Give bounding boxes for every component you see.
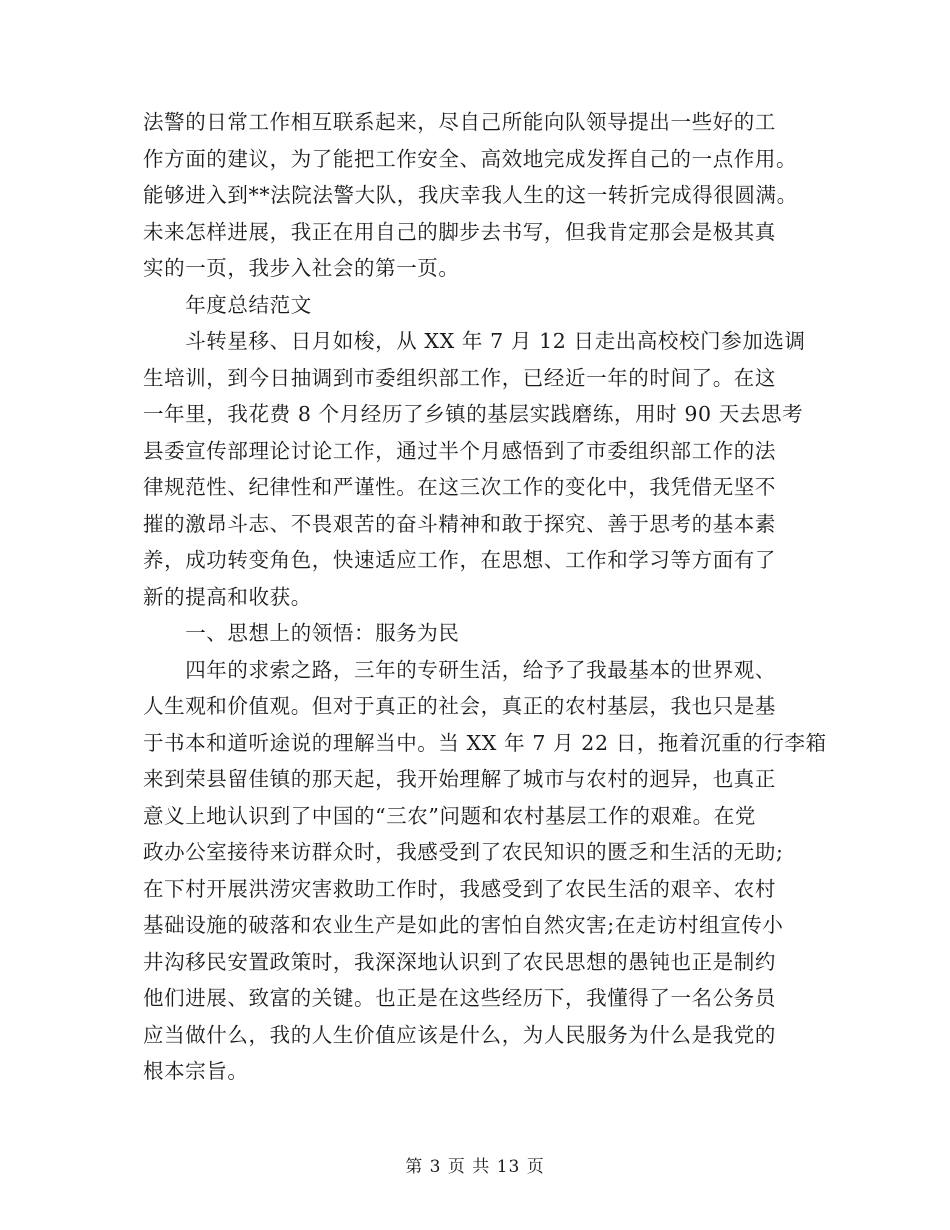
text-line: 基础设施的破落和农业生产是如此的害怕自然灾害;在走访村组宣传小	[143, 913, 784, 937]
page-footer: 第 3 页 共 13 页	[405, 1157, 545, 1177]
text-line: 来到荣县留佳镇的那天起，我开始理解了城市与农村的迥异，也真正	[143, 767, 776, 791]
text-line: 县委宣传部理论讨论工作，通过半个月感悟到了市委组织部工作的法	[143, 438, 776, 463]
text-line: 养，成功转变角色，快速适应工作，在思想、工作和学习等方面有了	[143, 548, 776, 572]
text-line: 未来怎样进展，我正在用自己的脚步去书写，但我肯定那会是极其真	[143, 219, 776, 244]
text-line: 一年里，我花费 8 个月经历了乡镇的基层实践磨练，用时 90 天去思考	[143, 402, 804, 426]
text-line: 法警的日常工作相互联系起来，尽自己所能向队领导提出一些好的工	[143, 110, 776, 134]
text-line: 他们进展、致富的关键。也正是在这些经历下，我懂得了一名公务员	[143, 986, 776, 1010]
text-line: 人生观和价值观。但对于真正的社会，真正的农村基层，我也只是基	[143, 694, 776, 718]
text-line: 新的提高和收获。	[143, 584, 312, 609]
text-line: 井沟移民安置政策时，我深深地认识到了农民思想的愚钝也正是制约	[143, 949, 776, 974]
text-line: 摧的激昂斗志、不畏艰苦的奋斗精神和敢于探究、善于思考的基本素	[143, 511, 776, 536]
text-line: 作方面的建议，为了能把工作安全、高效地完成发挥自己的一点作用。	[143, 146, 798, 171]
text-line: 政办公室接待来访群众时，我感受到了农民知识的匮乏和生活的无助;	[143, 840, 784, 864]
text-line: 于书本和道听途说的理解当中。当 XX 年 7 月 22 日，拖着沉重的行李箱	[143, 730, 827, 755]
text-line: 根本宗旨。	[143, 1059, 249, 1083]
section-heading: 年度总结范文	[143, 292, 312, 317]
body-text	[143, 104, 827, 1090]
text-line: 律规范性、纪律性和严谨性。在这三次工作的变化中，我凭借无坚不	[143, 475, 776, 499]
text-line: 在下村开展洪涝灾害救助工作时，我感受到了农民生活的艰辛、农村	[143, 876, 776, 901]
text-line: 生培训，到今日抽调到市委组织部工作，已经近一年的时间了。在这	[143, 365, 776, 390]
text-line: 四年的求索之路，三年的专研生活，给予了我最基本的世界观、	[143, 657, 776, 682]
text-line: 能够进入到**法院法警大队，我庆幸我人生的这一转折完成得很圆满。	[143, 183, 798, 207]
text-line: 斗转星移、日月如梭，从 XX 年 7 月 12 日走出高校校门参加选调	[143, 329, 806, 353]
text-line: 意义上地认识到了中国的“三农”问题和农村基层工作的艰难。在党	[143, 803, 756, 828]
text-line: 应当做什么，我的人生价值应该是什么，为人民服务为什么是我党的	[143, 1022, 776, 1047]
text-line: 实的一页，我步入社会的第一页。	[143, 256, 460, 280]
section-heading: 一、思想上的领悟：服务为民	[143, 621, 460, 645]
